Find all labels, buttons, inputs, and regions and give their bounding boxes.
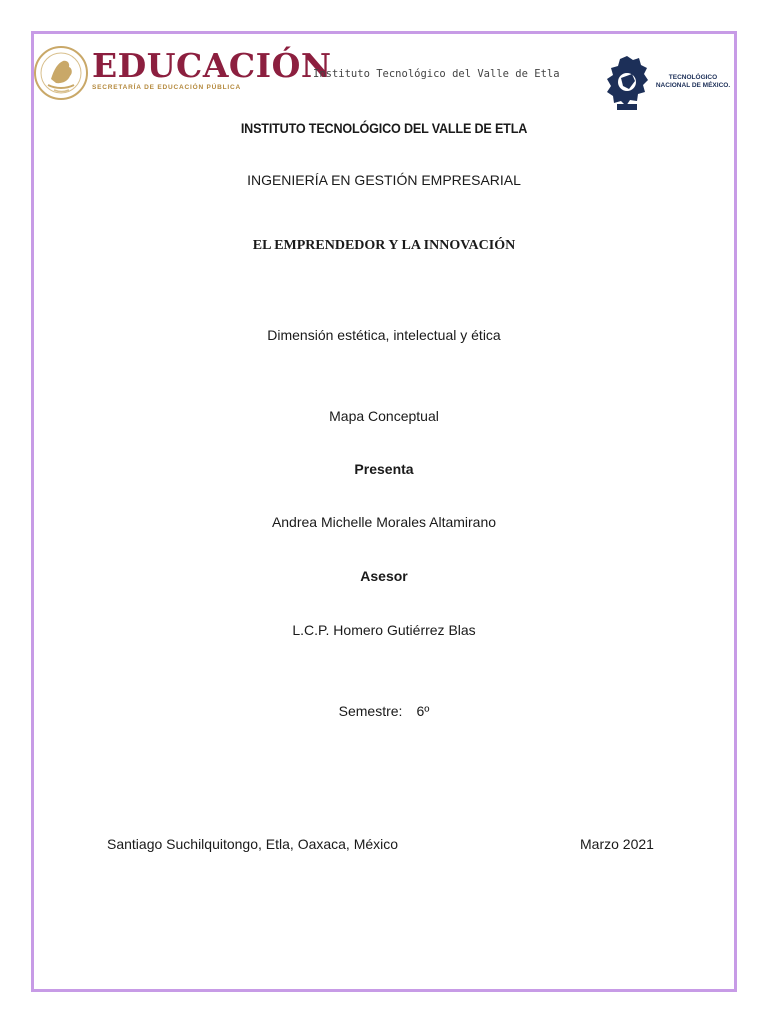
institute-title: INSTITUTO TECNOLÓGICO DEL VALLE DE ETLA xyxy=(240,120,528,136)
semester-line xyxy=(0,703,768,719)
semester-label: Semestre: xyxy=(338,703,403,719)
student-name: Andrea Michelle Morales Altamirano xyxy=(271,514,497,530)
sep-logo xyxy=(92,47,332,91)
presenta-label: Presenta xyxy=(354,461,414,477)
tecnm-line-2: NACIONAL DE MÉXICO. xyxy=(655,82,731,89)
topic-title: Dimensión estética, intelectual y ética xyxy=(267,327,501,343)
mexican-coat-of-arms-seal-icon xyxy=(34,43,88,103)
tecnm-line-1: TECNOLÓGICO xyxy=(668,74,718,81)
header-institute-name: Instituto Tecnológico del Valle de Etla xyxy=(313,68,560,80)
sep-logo-subtitle: SECRETARÍA DE EDUCACIÓN PÚBLICA xyxy=(92,84,242,91)
asesor-label: Asesor xyxy=(360,568,408,584)
tecnm-gear-eagle-icon xyxy=(605,54,649,112)
career-name: INGENIERÍA EN GESTIÓN EMPRESARIAL xyxy=(247,172,521,188)
footer-date: Marzo 2021 xyxy=(580,836,654,852)
semester-value: 6º xyxy=(416,703,430,719)
sep-logo-word: EDUCACIÓN xyxy=(92,46,332,85)
work-type: Mapa Conceptual xyxy=(329,408,439,424)
footer-place: Santiago Suchilquitongo, Etla, Oaxaca, México xyxy=(107,836,399,852)
advisor-name: L.C.P. Homero Gutiérrez Blas xyxy=(292,622,476,638)
tecnm-logo-text xyxy=(648,74,738,90)
subject-name: EL EMPRENDEDOR Y LA INNOVACIÓN xyxy=(252,238,516,253)
